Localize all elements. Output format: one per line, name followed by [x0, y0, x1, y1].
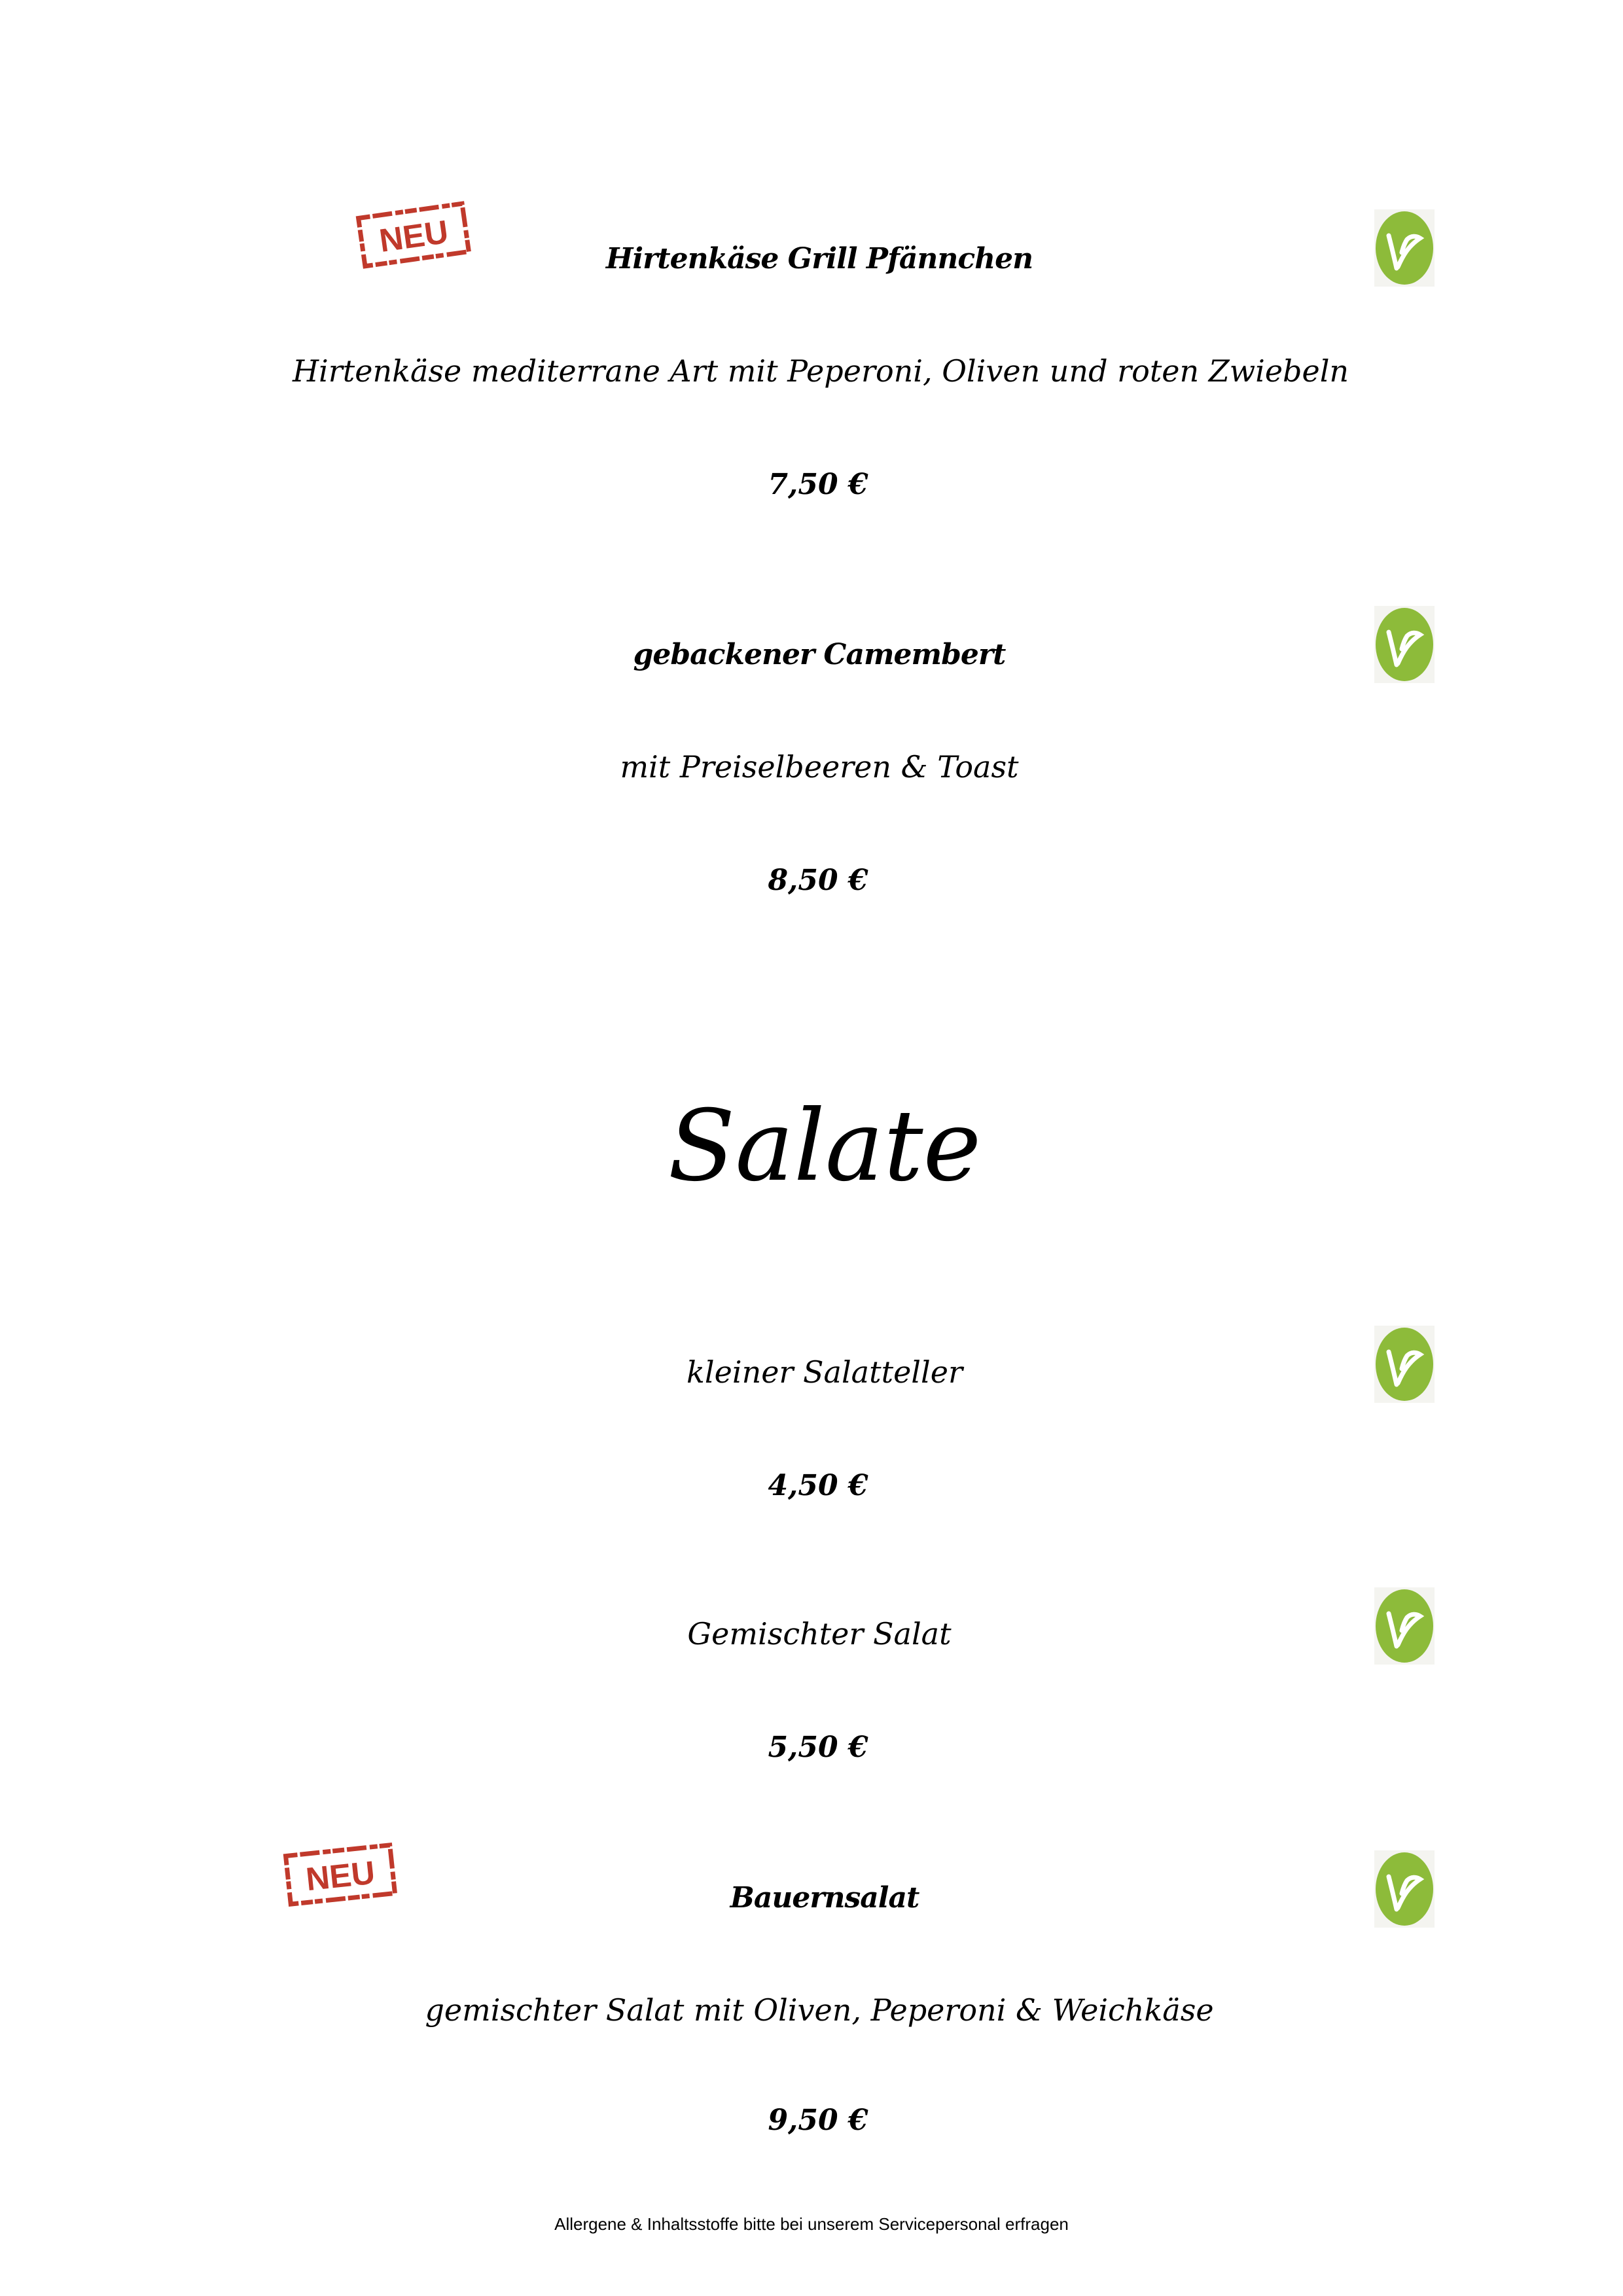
section-title: Salate: [668, 1089, 982, 1203]
vegan-leaf-icon: [1374, 1850, 1435, 1928]
new-stamp-text: NEU: [377, 213, 451, 260]
item-description: mit Preiselbeeren & Toast: [620, 749, 1019, 785]
vegan-leaf-icon: [1374, 1587, 1435, 1665]
item-price: 8,50 €: [768, 864, 868, 897]
vegan-leaf-icon: [1374, 606, 1435, 683]
item-price: 4,50 €: [768, 1469, 868, 1502]
allergen-note: Allergene & Inhaltsstoffe bitte bei unserem Servicepersonal erfragen: [554, 2214, 1069, 2234]
item-name: Bauernsalat: [730, 1881, 919, 1915]
new-stamp-text: NEU: [304, 1854, 377, 1898]
item-description: gemischter Salat mit Oliven, Peperoni & Weichkäse: [425, 1992, 1214, 2028]
item-name: gebackener Camembert: [633, 638, 1006, 671]
item-description: Gemischter Salat: [687, 1616, 952, 1651]
vegan-leaf-icon: [1374, 1326, 1435, 1403]
item-description: kleiner Salatteller: [687, 1354, 963, 1390]
item-price: 9,50 €: [768, 2104, 868, 2137]
item-description: Hirtenkäse mediterrane Art mit Peperoni, Oliven und roten Zwiebeln: [292, 353, 1349, 389]
vegan-leaf-icon: [1374, 209, 1435, 287]
item-name: Hirtenkäse Grill Pfännchen: [605, 242, 1033, 275]
item-price: 5,50 €: [768, 1731, 868, 1764]
item-price: 7,50 €: [768, 468, 868, 501]
